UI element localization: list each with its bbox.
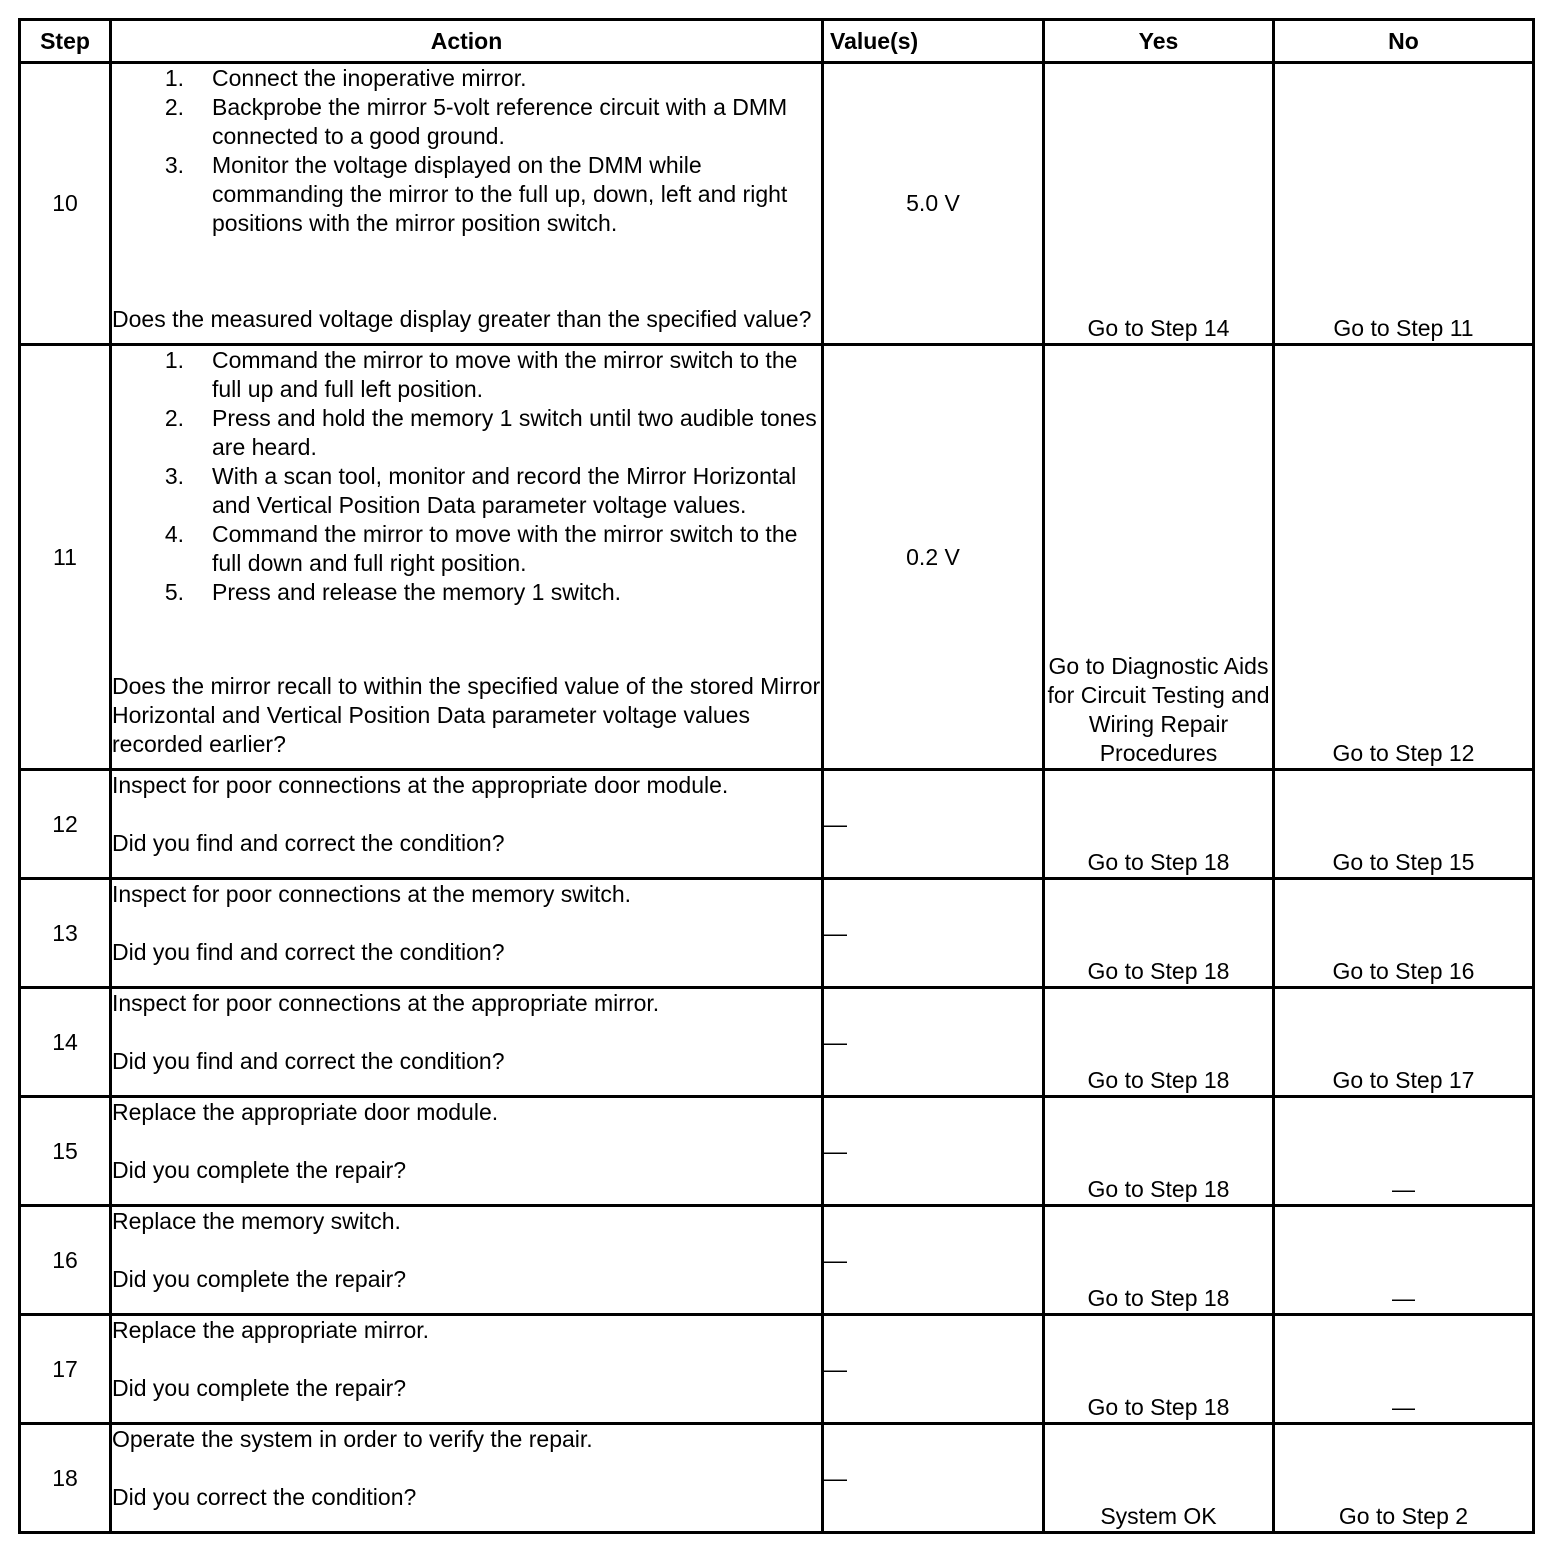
step-number: 12 [20, 770, 111, 879]
step-number: 16 [20, 1206, 111, 1315]
step-number: 13 [20, 879, 111, 988]
action-cell [111, 63, 823, 345]
question: Did you find and correct the condition? [112, 830, 505, 856]
list-item: 5. Press and release the memory 1 switch. [164, 579, 622, 605]
yes-cell: Go to Step 18 [1044, 770, 1274, 879]
list-item: 4. Command the mirror to move with the mirror switch to the full down and full right position. [164, 521, 798, 576]
list-item: 1. Command the mirror to move with the mirror switch to the full up and full left position. [164, 347, 798, 402]
yes-cell: System OK [1044, 1424, 1274, 1533]
table-row [20, 770, 1534, 879]
instruction: Replace the appropriate mirror. [112, 1317, 430, 1343]
table-row [20, 879, 1534, 988]
no-cell: Go to Step 11 [1274, 63, 1534, 345]
no-cell: Go to Step 17 [1274, 988, 1534, 1097]
no-cell: — [1274, 1097, 1534, 1206]
instruction: Inspect for poor connections at the memory switch. [112, 881, 632, 907]
instruction: Replace the memory switch. [112, 1208, 401, 1234]
header-action: Action [111, 20, 823, 63]
table-row [20, 345, 1534, 770]
step-number: 10 [20, 63, 111, 345]
instruction: Inspect for poor connections at the appropriate door module. [112, 772, 729, 798]
yes-cell: Go to Step 18 [1044, 1097, 1274, 1206]
table-row [20, 63, 1534, 345]
list-item: 2. Backprobe the mirror 5-volt reference circuit with a DMM connected to a good ground. [164, 94, 788, 149]
table-row [20, 1424, 1534, 1533]
instruction: Replace the appropriate door module. [112, 1099, 499, 1125]
action-cell [111, 770, 823, 879]
no-cell: — [1274, 1315, 1534, 1424]
question: Does the measured voltage display greater than the specified value? [112, 306, 812, 332]
action-cell [111, 879, 823, 988]
no-cell: Go to Step 12 [1274, 345, 1534, 770]
table-row [20, 1097, 1534, 1206]
table-row [20, 988, 1534, 1097]
table-row [20, 1315, 1534, 1424]
list-item: 3. Monitor the voltage displayed on the DMM while commanding the mirror to the full up, down, left and right positions with the mirror position switch. [164, 152, 788, 236]
action-cell [111, 1097, 823, 1206]
value-cell: — [823, 1315, 1044, 1424]
action-cell [111, 1315, 823, 1424]
instruction: Operate the system in order to verify the repair. [112, 1426, 593, 1452]
step-number: 11 [20, 345, 111, 770]
action-steps [112, 64, 821, 238]
no-cell: Go to Step 16 [1274, 879, 1534, 988]
question: Did you correct the condition? [112, 1484, 417, 1510]
action-cell [111, 1206, 823, 1315]
action-steps [112, 346, 821, 607]
step-number: 15 [20, 1097, 111, 1206]
header-no: No [1274, 20, 1534, 63]
no-cell: Go to Step 2 [1274, 1424, 1534, 1533]
list-item: 3. With a scan tool, monitor and record the Mirror Horizontal and Vertical Position Data parameter voltage values. [164, 463, 797, 518]
no-cell: Go to Step 15 [1274, 770, 1534, 879]
question: Did you complete the repair? [112, 1266, 407, 1292]
step-number: 14 [20, 988, 111, 1097]
yes-cell: Go to Step 18 [1044, 1315, 1274, 1424]
action-cell [111, 1424, 823, 1533]
value-cell: — [823, 1097, 1044, 1206]
step-number: 18 [20, 1424, 111, 1533]
question: Did you complete the repair? [112, 1157, 407, 1183]
value-cell: — [823, 1206, 1044, 1315]
question: Did you find and correct the condition? [112, 939, 505, 965]
question: Does the mirror recall to within the specified value of the stored Mirror Horizontal and Vertical Position Data parameter voltage values recorded earlier? [112, 673, 821, 757]
question: Did you complete the repair? [112, 1375, 407, 1401]
value-cell: — [823, 879, 1044, 988]
action-cell [111, 988, 823, 1097]
value-cell: — [823, 1424, 1044, 1533]
action-cell [111, 345, 823, 770]
yes-cell: Go to Diagnostic Aids for Circuit Testing and Wiring Repair Procedures [1044, 345, 1274, 770]
table-row [20, 1206, 1534, 1315]
no-cell: — [1274, 1206, 1534, 1315]
yes-cell: Go to Step 14 [1044, 63, 1274, 345]
header-step: Step [20, 20, 111, 63]
yes-cell: Go to Step 18 [1044, 988, 1274, 1097]
list-item: 1. Connect the inoperative mirror. [164, 65, 527, 91]
yes-cell: Go to Step 18 [1044, 1206, 1274, 1315]
header-values: Value(s) [823, 20, 1044, 63]
step-number: 17 [20, 1315, 111, 1424]
header-yes: Yes [1044, 20, 1274, 63]
value-cell: 0.2 V [823, 345, 1044, 770]
header-row [20, 20, 1534, 63]
yes-cell: Go to Step 18 [1044, 879, 1274, 988]
question: Did you find and correct the condition? [112, 1048, 505, 1074]
value-cell: — [823, 988, 1044, 1097]
value-cell: 5.0 V [823, 63, 1044, 345]
list-item: 2. Press and hold the memory 1 switch until two audible tones are heard. [164, 405, 817, 460]
diagnostic-table [18, 18, 1535, 1534]
instruction: Inspect for poor connections at the appropriate mirror. [112, 990, 660, 1016]
value-cell: — [823, 770, 1044, 879]
